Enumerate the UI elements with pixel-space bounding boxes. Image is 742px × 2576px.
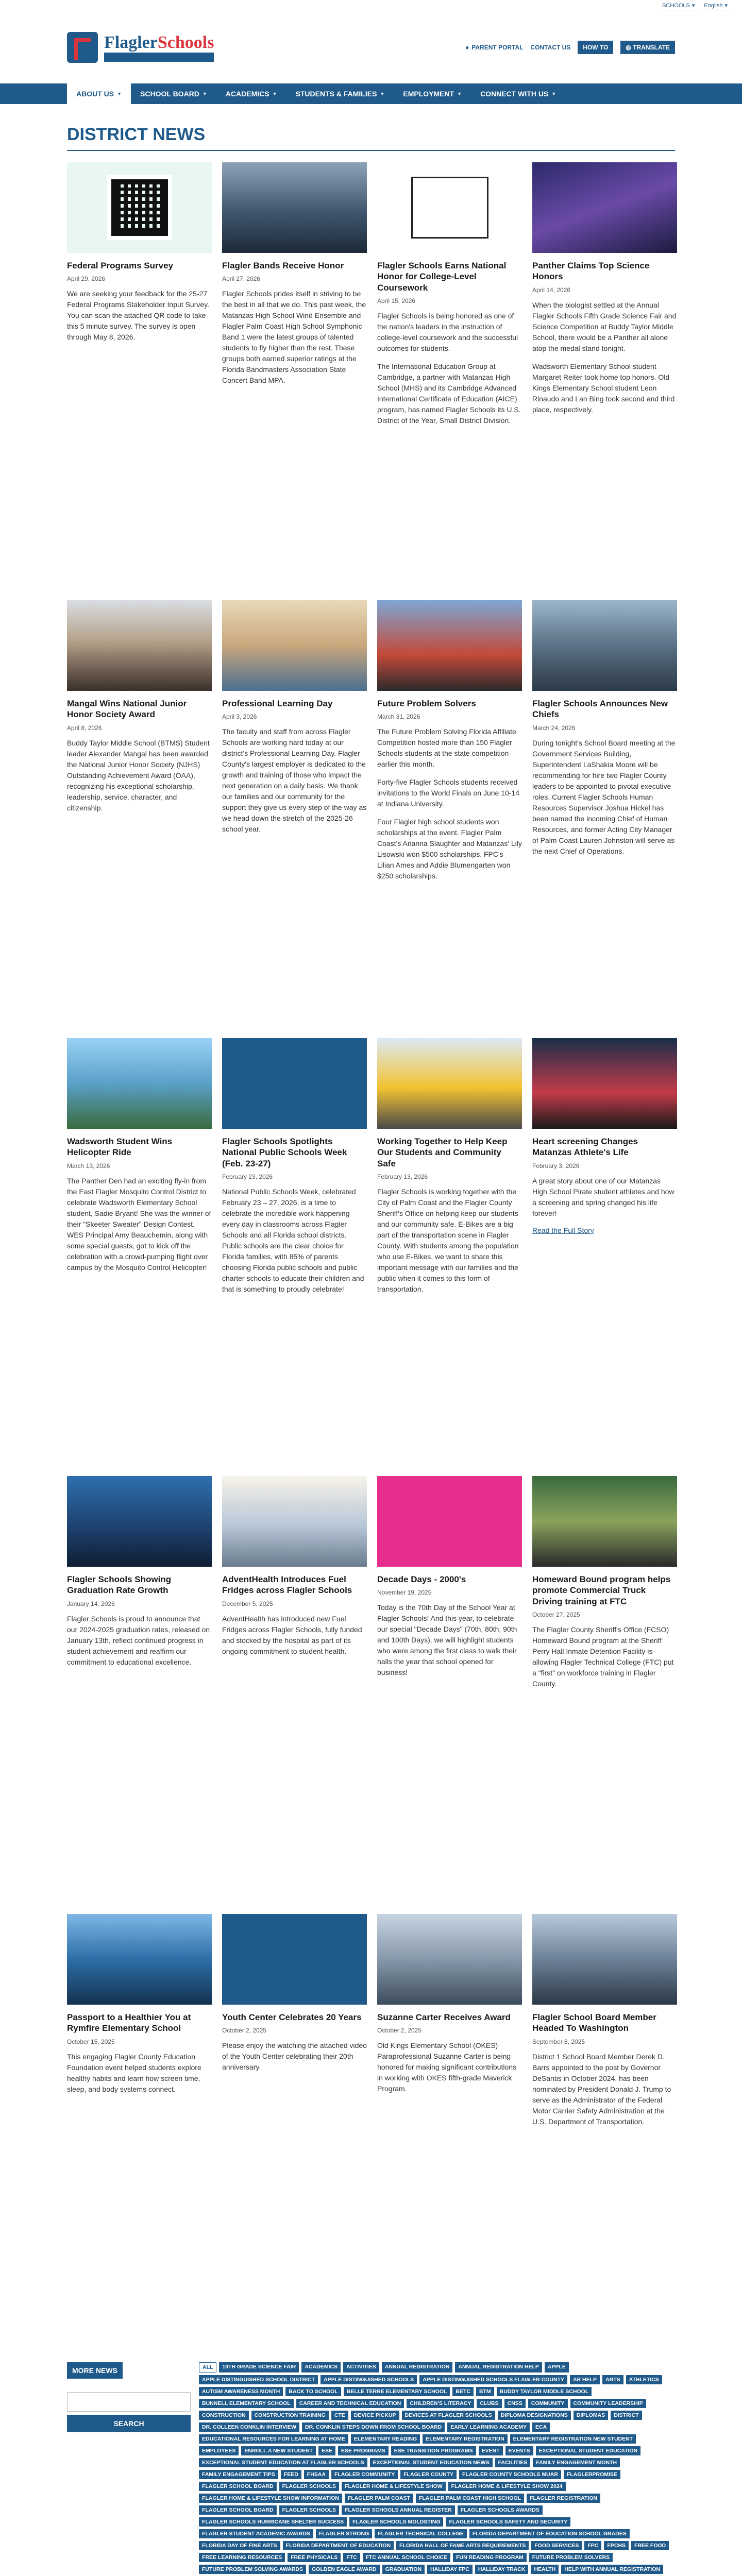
filter-tag[interactable]: ACTIVITIES xyxy=(343,2362,379,2372)
main-content xyxy=(0,104,742,2576)
more-news-heading: MORE NEWS xyxy=(67,2362,123,2379)
filter-tag[interactable]: FLAGLER COMMUNITY xyxy=(331,2470,398,2479)
nav-item-connect[interactable] xyxy=(471,83,565,104)
news-card-body xyxy=(222,289,367,386)
news-card-image[interactable] xyxy=(67,600,212,691)
filter-tag[interactable]: EXCEPTIONAL STUDENT EDUCATION NEWS xyxy=(370,2458,493,2467)
filter-tag[interactable]: EARLY LEARNING ACADEMY xyxy=(447,2422,530,2432)
news-card xyxy=(67,1914,212,2331)
filter-tag[interactable]: AUTISM AWARENESS MONTH xyxy=(199,2387,283,2396)
nav-label: EMPLOYMENT xyxy=(403,90,454,98)
filter-tag[interactable]: FUN READING PROGRAM xyxy=(453,2553,527,2562)
filter-tag[interactable]: 10TH GRADE SCIENCE FAIR xyxy=(219,2362,299,2372)
filter-tag[interactable]: ENROLL A NEW STUDENT xyxy=(241,2446,316,2455)
news-card-image[interactable] xyxy=(532,600,677,691)
news-card-image[interactable] xyxy=(377,1914,522,2005)
news-grid xyxy=(67,162,675,2331)
news-card-date: April 27, 2026 xyxy=(222,275,261,283)
news-card-paragraph: Flagler Schools is working together with the City of Palm Coast and the Flagler County Sheriff's Office on helping keep our students and our community safe. E-Bikes are a big part of the transportation scene in Flagler County. With students among the population who use E-Bikes, we want to share this important message with our families and the public when it comes to this form of transportation. xyxy=(377,1187,519,1293)
site-logo[interactable] xyxy=(67,32,214,63)
tag-cloud xyxy=(199,2362,675,2576)
filter-tag[interactable]: COMMUNITY xyxy=(528,2399,568,2408)
news-card-image[interactable] xyxy=(67,162,212,253)
news-card-paragraph: We are seeking your feedback for the 25-27 Federal Programs Stakeholder Input Survey. You can scan the attached QR code to take this 5 minute survey. The survey is open through May 8, 2026. xyxy=(67,290,209,342)
chevron-down-icon: ▼ xyxy=(202,91,207,96)
filter-tag[interactable]: FAMILY ENGAGEMENT MONTH xyxy=(533,2458,620,2467)
filter-tag[interactable]: ACADEMICS xyxy=(301,2362,341,2372)
news-card-body xyxy=(532,1624,677,1689)
news-card-title[interactable]: Flagler Schools Announces New Chiefs xyxy=(532,699,668,720)
filter-tag[interactable]: EXCEPTIONAL STUDENT EDUCATION xyxy=(536,2446,641,2455)
filter-tag[interactable]: DEVICE PICKUP xyxy=(351,2411,399,2420)
filter-tag[interactable]: FLAGLER TECHNICAL COLLEGE xyxy=(375,2529,467,2538)
parent-portal-label: PARENT PORTAL xyxy=(471,44,524,51)
filter-tag[interactable]: BACK TO SCHOOL xyxy=(285,2387,341,2396)
filter-tag[interactable]: FPCHS xyxy=(604,2541,629,2550)
filter-tag[interactable]: FLAGLER SCHOOLS xyxy=(279,2505,339,2515)
nav-item-employment[interactable] xyxy=(394,83,471,104)
news-card-paragraph: This engaging Flagler County Education Foundation event helped students explore healthy habits and learn how screen time, sleep, and body systems connect. xyxy=(67,2052,201,2093)
filter-tag[interactable]: COMMUNITY LEADERSHIP xyxy=(570,2399,646,2408)
filter-tag[interactable]: FUTURE PROBLEM SOLVING AWARDS xyxy=(199,2565,306,2574)
chevron-down-icon: ▼ xyxy=(117,91,122,96)
news-card-image[interactable] xyxy=(67,1914,212,2005)
filter-tag[interactable]: FLAGLER SCHOOLS HURRICANE SHELTER SUCCESS xyxy=(199,2517,347,2527)
filter-tag[interactable]: ELEMENTARY REGISTRATION NEW STUDENT xyxy=(510,2434,636,2444)
news-card-image[interactable] xyxy=(67,1038,212,1129)
filter-tag[interactable]: FLORIDA DEPARTMENT OF EDUCATION xyxy=(283,2541,394,2550)
news-card-paragraph: The Panther Den had an exciting fly-in from the East Flagler Mosquito Control District to celebrate Wadsworth Elementary School student, Sadie Bryant! She was the winner of their "Skeeter Sweater" Design Contest. WES Principal Amy Beauchemin, along with some special guests, got to kick off the celebration with a crowd-pumping flight over campus by the Mosquito Control Helicopter! xyxy=(67,1176,211,1272)
news-card-title[interactable]: Professional Learning Day xyxy=(222,699,333,708)
news-card-body xyxy=(67,2052,212,2095)
filter-tag[interactable]: ELEMENTARY READING xyxy=(351,2434,420,2444)
filter-tag[interactable]: HALLIDAY TRACK xyxy=(475,2565,529,2574)
news-card-body xyxy=(67,1176,212,1273)
news-card-date: March 13, 2026 xyxy=(67,1162,110,1170)
filter-tag[interactable]: FLAGLER SCHOOLS MOLDSTING xyxy=(349,2517,443,2527)
mhs-logo-icon xyxy=(411,177,488,239)
nav-item-about-us[interactable] xyxy=(67,83,131,104)
news-card-date: February 13, 2026 xyxy=(377,1173,428,1180)
filter-tag[interactable]: FLAGLER STUDENT ACADEMIC AWARDS xyxy=(199,2529,313,2538)
news-card-date: February 23, 2026 xyxy=(222,1173,273,1180)
filter-tag[interactable]: FREE LEARNING RESOURCES xyxy=(199,2553,285,2562)
chevron-down-icon: ▾ xyxy=(724,3,728,9)
filter-tag[interactable]: DR. COLLEEN CONKLIN INTERVIEW xyxy=(199,2422,299,2432)
news-card-title[interactable]: Flagler Bands Receive Honor xyxy=(222,261,344,270)
news-card-title[interactable]: Flagler School Board Member Headed To Washington xyxy=(532,2012,656,2033)
filter-tag[interactable]: EVENT xyxy=(479,2446,503,2455)
filter-tag[interactable]: CLUBS xyxy=(477,2399,501,2408)
news-card-body xyxy=(532,300,677,415)
filter-tag[interactable]: HELP WITH ANNUAL REGISTRATION xyxy=(561,2565,663,2574)
filter-tag[interactable]: FREE PHYSICALS xyxy=(288,2553,341,2562)
news-card-title[interactable]: Future Problem Solvers xyxy=(377,699,476,708)
qr-code-icon xyxy=(111,179,168,236)
news-card xyxy=(377,1914,522,2331)
nav-label: STUDENTS & FAMILIES xyxy=(295,90,377,98)
news-card-body xyxy=(377,311,522,426)
filter-tag[interactable]: FLAGLER SCHOOL BOARD xyxy=(199,2505,277,2515)
news-card-title[interactable]: Panther Claims Top Science Honors xyxy=(532,261,650,282)
news-card-title[interactable]: Flagler Schools Showing Graduation Rate Growth xyxy=(67,1574,172,1596)
logo-mark-icon xyxy=(67,32,98,63)
filter-tag[interactable]: ANNUAL REGISTRATION HELP xyxy=(455,2362,542,2372)
news-card-paragraph: Today is the 70th Day of the School Year at Flagler Schools! And this year, to celebrate our special "Decade Days" (70th, 80th, 90th and 100th Days), we will highlight students who were among the first class to walk their halls the year that school opened for business! xyxy=(377,1603,517,1677)
news-card-body xyxy=(67,289,212,343)
filter-tag[interactable]: APPLE DISTINGUISHED SCHOOLS xyxy=(321,2375,417,2384)
news-card-body xyxy=(222,1614,367,1657)
news-card-title[interactable]: Passport to a Healthier You at Rymfire Elementary School xyxy=(67,2012,191,2033)
news-card-title[interactable]: Heart screening Changes Matanzas Athlete's Life xyxy=(532,1137,638,1158)
filter-tag[interactable]: FLAGLER PALM COAST HIGH SCHOOL xyxy=(416,2494,524,2503)
filter-tag[interactable]: FPC xyxy=(584,2541,601,2550)
header-actions xyxy=(465,41,675,54)
globe-icon: ◍ xyxy=(626,44,633,51)
filter-tag[interactable]: ESE xyxy=(318,2446,335,2455)
news-card xyxy=(532,600,677,1018)
news-card-paragraph: National Public Schools Week, celebrated February 23 – 27, 2026, is a time to celebrate the incredible work happening every day in classrooms across Flagler Schools and all Florida school districts. Public schools are the clear choice for Florida families, with 85% of parents choosing Florida public schools and public charter schools to educate their children and that is something to proudly celebrate! xyxy=(222,1187,364,1293)
news-card-image[interactable] xyxy=(532,1914,677,2005)
nav-label: CONNECT WITH US xyxy=(480,90,549,98)
news-card-date: January 14, 2026 xyxy=(67,1600,115,1607)
chevron-down-icon: ▼ xyxy=(380,91,385,96)
logo-tagline: Engage Educate Empower xyxy=(104,53,214,62)
parent-portal-link[interactable] xyxy=(465,44,523,51)
news-card-paragraph: Four Flagler high school students won scholarships at the event. Flagler Palm Coast's Arianna Slaughter and Matanzas' Lily Lisowski won $500 scholarships. FPC's Lilian Ames and Addie Blumengarten won $250 scholarships. xyxy=(377,818,522,880)
filter-tag[interactable]: CTE xyxy=(331,2411,348,2420)
news-card-date: April 14, 2026 xyxy=(532,286,571,294)
filter-tag[interactable]: FLAGLER SCHOOLS xyxy=(279,2482,339,2491)
filter-tag[interactable]: CNSS xyxy=(504,2399,526,2408)
news-card xyxy=(222,1038,367,1455)
filter-tag[interactable]: FTC ANNUAL SCHOOL CHOICE xyxy=(363,2553,450,2562)
filter-tag[interactable]: CONSTRUCTION TRAINING xyxy=(251,2411,329,2420)
news-card xyxy=(67,1476,212,1893)
filter-tag[interactable]: FLAGLER COUNTY SCHOOLS MUAR xyxy=(459,2470,561,2479)
filter-tag[interactable]: FLORIDA HALL OF FAME ARTS REQUIREMENTS xyxy=(396,2541,529,2550)
news-card xyxy=(532,1914,677,2331)
news-card-body xyxy=(377,726,522,882)
contact-link[interactable]: CONTACT US xyxy=(530,44,571,51)
filter-tag[interactable]: FUTURE PROBLEM SOLVERS xyxy=(529,2553,613,2562)
filter-tag[interactable]: ATHLETICS xyxy=(626,2375,662,2384)
filter-tag[interactable]: DIPLOMAS xyxy=(574,2411,608,2420)
filter-tag[interactable]: ESE PROGRAMS xyxy=(338,2446,389,2455)
filter-tag[interactable]: ESE TRANSITION PROGRAMS xyxy=(391,2446,476,2455)
translate-button[interactable] xyxy=(620,41,675,54)
news-card-paragraph: Old Kings Elementary School (OKES) Paraprofessional Suzanne Carter is being honored for making significant contributions in working with OKES fifth-grade Maverick Program. xyxy=(377,2041,517,2093)
filter-tag[interactable]: DISTRICT xyxy=(611,2411,642,2420)
news-card-title[interactable]: Homeward Bound program helps promote Commercial Truck Driving training at FTC xyxy=(532,1574,671,1606)
chevron-down-icon: ▼ xyxy=(457,91,462,96)
filter-tag[interactable]: APPLE xyxy=(545,2362,569,2372)
news-card-image[interactable] xyxy=(377,600,522,691)
filter-tag[interactable]: EMPLOYEES xyxy=(199,2446,239,2455)
filter-tag[interactable]: HALLIDAY FPC xyxy=(427,2565,473,2574)
news-card-body xyxy=(532,1176,677,1219)
filter-tag[interactable]: FACILITIES xyxy=(495,2458,531,2467)
nav-item-school-board[interactable] xyxy=(131,83,216,104)
news-card-image[interactable] xyxy=(222,1038,367,1129)
chevron-down-icon: ▼ xyxy=(551,91,556,96)
news-card-paragraph: Please enjoy the watching the attached video of the Youth Center celebrating their 20th anniversary. xyxy=(222,2041,367,2072)
news-card-paragraph: District 1 School Board Member Derek D. Barrs appointed to the post by Governor DeSantis in October 2024, has been nominated by President Donald J. Trump to serve as the Administrator of the Federal Motor Carrier Safety Administration at the U.S. Department of Transportation. xyxy=(532,2052,671,2126)
filter-tag[interactable]: FLAGLER SCHOOLS ANNUAL REGISTER xyxy=(342,2505,455,2515)
news-card-title[interactable]: Wadsworth Student Wins Helicopter Ride xyxy=(67,1137,173,1158)
news-card-paragraph: The Flagler County Sheriff's Office (FCSO) Homeward Bound program at the Sheriff Perry Hall Inmate Detention Facility is allowing Flagler Technical College (FTC) put a "first" on workforce training in Flagler County. xyxy=(532,1625,674,1688)
filter-tag[interactable]: CAREER AND TECHNICAL EDUCATION xyxy=(296,2399,404,2408)
news-card-body xyxy=(377,1187,522,1295)
page-title: DISTRICT NEWS xyxy=(67,125,675,151)
news-card-date: October 2, 2025 xyxy=(222,2027,267,2035)
news-card-paragraph: The International Education Group at Cambridge, a partner with Matanzas High School (MHS) and its Cambridge Advanced International Certificate of Education (AICE) program, has named Flagler Schools its U.S. District of the Year, Small District Division. xyxy=(377,362,521,425)
news-card-date: December 5, 2025 xyxy=(222,1600,273,1607)
filter-tag[interactable]: ARTS xyxy=(602,2375,623,2384)
schools-dropdown[interactable] xyxy=(660,1,697,10)
news-card-paragraph: Flagler Schools prides itself in striving to be the best in all that we do. This past week, the Matanzas High School Wind Ensemble and Flagler Palm Coast High School Symphonic Band 1 were the latest groups of talented students to fly higher than the rest. These groups both earned superior ratings at the Florida Bandmasters Association State Concert Band MPA. xyxy=(222,290,366,385)
news-card-title[interactable]: Flagler Schools Spotlights National Public Schools Week (Feb. 23-27) xyxy=(222,1137,347,1168)
how-to-button[interactable]: HOW TO xyxy=(578,41,613,54)
news-card-body xyxy=(222,726,367,835)
filter-tag[interactable]: ANNUAL REGISTRATION xyxy=(382,2362,453,2372)
news-card xyxy=(377,1476,522,1893)
filter-tag[interactable]: CONSTRUCTION xyxy=(199,2411,249,2420)
filter-tag[interactable]: BUNNELL ELEMENTARY SCHOOL xyxy=(199,2399,294,2408)
filter-tag[interactable]: EXCEPTIONAL STUDENT EDUCATION AT FLAGLER SCHOOLS xyxy=(199,2458,367,2467)
filter-tag[interactable]: FHSAA xyxy=(304,2470,329,2479)
news-card-paragraph: AdventHealth has introduced new Fuel Fridges across Flagler Schools, fully funded and stocked by the hospital as part of its ongoing commitment to student health. xyxy=(222,1614,362,1655)
news-card xyxy=(532,1476,677,1893)
filter-tag[interactable]: HEALTH xyxy=(531,2565,559,2574)
filter-tag[interactable]: DIPLOMA DESIGNATIONS xyxy=(498,2411,571,2420)
news-card-paragraph: Flagler Schools is being honored as one of the nation's leaders in the instruction of college-level coursework and the successful outcomes for students. xyxy=(377,311,518,352)
chevron-down-icon: ▾ xyxy=(692,3,695,9)
chevron-down-icon: ▼ xyxy=(272,91,277,96)
nav-label: ABOUT US xyxy=(76,90,114,98)
filter-tag[interactable]: APPLE DISTINGUISHED SCHOOL DISTRICT xyxy=(199,2375,318,2384)
news-card-title[interactable]: Flagler Schools Earns National Honor for College-Level Coursework xyxy=(377,261,507,293)
news-card xyxy=(532,162,677,580)
news-card xyxy=(377,162,522,580)
read-more-link[interactable]: Read the Full Story xyxy=(532,1226,594,1234)
language-dropdown[interactable] xyxy=(702,1,730,10)
main-nav xyxy=(0,83,742,104)
news-card-body xyxy=(67,1614,212,1668)
news-card-image[interactable] xyxy=(67,1476,212,1567)
news-card-title[interactable]: Working Together to Help Keep Our Students and Community Safe xyxy=(377,1137,508,1168)
logo-name xyxy=(104,33,214,53)
news-card-title[interactable]: Decade Days - 2000's xyxy=(377,1574,466,1584)
news-card-date: September 8, 2025 xyxy=(532,2038,585,2045)
filter-tag[interactable]: FLAGLER SCHOOLS AWARDS xyxy=(458,2505,543,2515)
filter-tag[interactable]: EDUCATIONAL RESOURCES FOR LEARNING AT HOME xyxy=(199,2434,348,2444)
news-card-body xyxy=(222,1187,367,1295)
news-card xyxy=(67,1038,212,1455)
news-card-body xyxy=(532,2052,677,2127)
news-card-image[interactable] xyxy=(377,1476,522,1567)
filter-tag[interactable]: FLAGLER SCHOOL BOARD xyxy=(199,2482,277,2491)
news-card-body xyxy=(532,738,677,857)
filter-tag[interactable]: FLAGLER COUNTY xyxy=(400,2470,457,2479)
filter-tag[interactable]: FLAGLER HOME & LIFESTYLE SHOW xyxy=(342,2482,446,2491)
news-card-date: October 2, 2025 xyxy=(377,2027,422,2035)
news-card xyxy=(377,1038,522,1455)
news-card xyxy=(222,1476,367,1893)
filter-tag[interactable]: ECA xyxy=(532,2422,550,2432)
news-card xyxy=(67,162,212,580)
news-card-title[interactable]: Federal Programs Survey xyxy=(67,261,173,270)
filter-tag[interactable]: DR. CONKLIN STEPS DOWN FROM SCHOOL BOARD xyxy=(302,2422,445,2432)
news-card-paragraph: Forty-five Flagler Schools students received invitations to the World Finals on June 10-14 at Indiana University. xyxy=(377,778,520,808)
translate-label: TRANSLATE xyxy=(633,44,670,51)
news-card xyxy=(67,600,212,1018)
news-card-image[interactable] xyxy=(532,1038,677,1129)
news-card-body xyxy=(377,1602,522,1678)
news-card-paragraph: Flagler Schools is proud to announce that our 2024-2025 graduation rates, released on January 13th, reflect continued progress in student achievement and reaffirm our commitment to educational excellence. xyxy=(67,1614,210,1666)
news-card xyxy=(222,600,367,1018)
news-card-paragraph: The Future Problem Solving Florida Affiliate Competition hosted more than 150 Flagler Schools students at the state competition earlier this month. xyxy=(377,727,516,769)
news-card-image[interactable] xyxy=(222,162,367,253)
news-card-date: October 15, 2025 xyxy=(67,2038,115,2045)
filter-tag[interactable]: FLAGLER HOME & LIFESTYLE SHOW 2024 xyxy=(448,2482,566,2491)
filter-tag[interactable]: FLORIDA DAY OF FINE ARTS xyxy=(199,2541,280,2550)
logo-brand: Flagler xyxy=(104,33,158,52)
news-card-image[interactable] xyxy=(532,162,677,253)
news-card-paragraph: When the biologist settled at the Annual Flagler Schools Fifth Grade Science Fair and Science Competition at Buddy Taylor Middle School, there would be a Panther all alone atop the medal stand tonight. xyxy=(532,300,677,352)
news-card xyxy=(222,1914,367,2331)
filter-tag[interactable]: ELEMENTARY REGISTRATION xyxy=(423,2434,507,2444)
search-input[interactable] xyxy=(67,2392,191,2412)
news-card-date: March 24, 2026 xyxy=(532,724,576,732)
news-card xyxy=(532,1038,677,1455)
nav-item-academics[interactable] xyxy=(216,83,286,104)
filter-tag[interactable]: FLAGLER SCHOOLS SAFETY AND SECURITY xyxy=(446,2517,570,2527)
news-filters xyxy=(67,2362,675,2576)
filter-tag[interactable]: AR HELP xyxy=(570,2375,600,2384)
language-label: English xyxy=(704,2,723,9)
news-card-date: April 8, 2026 xyxy=(67,724,102,732)
news-card-image[interactable] xyxy=(377,1038,522,1129)
nav-label: SCHOOL BOARD xyxy=(140,90,199,98)
filter-tag[interactable]: FLAGLERPROMISE xyxy=(564,2470,620,2479)
news-card-date: April 3, 2026 xyxy=(222,713,257,721)
news-card-image[interactable] xyxy=(222,1476,367,1567)
news-card-image[interactable] xyxy=(222,1914,367,2005)
news-card-paragraph: The faculty and staff from across Flagler Schools are working hard today at our district's Professional Learning Day. Flagler County's largest employer is dedicated to the growth and training of those who impact the next generation on a daily basis. We thank our families and our community for the support they give us every step of the way as we head down the stretch of the 2025-26 school year. xyxy=(222,727,367,834)
filter-tag[interactable]: FLAGLER HOME & LIFESTYLE SHOW INFORMATION xyxy=(199,2494,342,2503)
filter-tag[interactable]: BELLE TERRE ELEMENTARY SCHOOL xyxy=(344,2387,450,2396)
news-card-body xyxy=(222,2040,367,2073)
filter-tag[interactable]: EVENTS xyxy=(505,2446,533,2455)
news-card-date: April 29, 2026 xyxy=(67,275,106,283)
filter-tag[interactable]: FLAGLER REGISTRATION xyxy=(527,2494,600,2503)
filter-tag[interactable]: FREE FOOD xyxy=(631,2541,669,2550)
filter-tag[interactable]: FEED xyxy=(281,2470,301,2479)
news-card-body xyxy=(377,2040,522,2094)
filter-tag[interactable]: FLORIDA DEPARTMENT OF EDUCATION SCHOOL GRADES xyxy=(469,2529,630,2538)
news-card-image[interactable] xyxy=(532,1476,677,1567)
filter-tag[interactable]: BETC xyxy=(452,2387,474,2396)
search-button[interactable]: SEARCH xyxy=(67,2415,191,2432)
filter-tag[interactable]: BUDDY TAYLOR MIDDLE SCHOOL xyxy=(497,2387,592,2396)
filter-tag[interactable]: GOLDEN EAGLE AWARD xyxy=(309,2565,380,2574)
news-card-date: November 19, 2025 xyxy=(377,1589,432,1597)
filter-tag[interactable]: ALL xyxy=(199,2362,216,2372)
utility-bar xyxy=(0,0,742,11)
news-card-title[interactable]: Youth Center Celebrates 20 Years xyxy=(222,2012,362,2022)
news-card-date: February 3, 2026 xyxy=(532,1162,580,1170)
news-card xyxy=(222,162,367,580)
news-card-paragraph: A great story about one of our Matanzas High School Pirate student athletes and how a screening and spring changed his life forever! xyxy=(532,1176,674,1217)
news-card-date: April 15, 2026 xyxy=(377,297,416,304)
news-card-image[interactable] xyxy=(377,162,522,253)
nav-label: ACADEMICS xyxy=(225,90,269,98)
filter-tag[interactable]: FTC xyxy=(343,2553,360,2562)
filter-tag[interactable]: CHILDREN'S LITERACY xyxy=(407,2399,474,2408)
news-card-date: March 31, 2026 xyxy=(377,713,420,721)
filter-tag[interactable]: GRADUATION xyxy=(382,2565,425,2574)
news-card-paragraph: Buddy Taylor Middle School (BTMS) Student leader Alexander Mangal has been awarded the National Junior Honor Society (NJHS) Outstanding Achievement Award (OAA), recognizing his exceptional scholarship, leadership, service, character, and citizenship. xyxy=(67,738,210,812)
news-card-image[interactable] xyxy=(222,600,367,691)
news-card-paragraph: During tonight's School Board meeting at the Government Services Building, Superintendent LaShakia Moore will be recommending for hire two Flagler County leaders to be appointed to pivotal executive roles. Current Flagler Schools Human Resources Supervisor Joshua Hickel has been named the incoming Chief of Human Resources, and former Acting City Manager of Palm Coast Lauren Johnston will serve as the next Chief of Operations. xyxy=(532,738,676,855)
filter-tag[interactable]: FLAGLER PALM COAST xyxy=(345,2494,413,2503)
logo-brand-accent: Schools xyxy=(157,33,214,52)
news-card-title[interactable]: Mangal Wins National Junior Honor Society Award xyxy=(67,699,187,720)
filter-tag[interactable]: FOOD SERVICES xyxy=(531,2541,582,2550)
news-card-title[interactable]: Suzanne Carter Receives Award xyxy=(377,2012,511,2022)
news-card xyxy=(377,600,522,1018)
schools-label: SCHOOLS xyxy=(662,2,690,9)
news-card-title[interactable]: AdventHealth Introduces Fuel Fridges across Flagler Schools xyxy=(222,1574,352,1596)
filter-tag[interactable]: APPLE DISTINGUISHED SCHOOLS FLAGLER COUNTY xyxy=(419,2375,567,2384)
news-card-paragraph: Wadsworth Elementary School student Margaret Reiter took home top honors. Old Kings Elementary School student Leon Rinaudo and Lan Bing took second and third place, respectively. xyxy=(532,362,675,414)
filter-tag[interactable]: BTM xyxy=(476,2387,494,2396)
user-icon: ● xyxy=(465,44,469,51)
news-card-body xyxy=(67,738,212,814)
filter-tag[interactable]: FAMILY ENGAGEMENT TIPS xyxy=(199,2470,278,2479)
nav-item-students-families[interactable] xyxy=(286,83,394,104)
news-card-date: October 27, 2025 xyxy=(532,1611,580,1618)
filter-tag[interactable]: DEVICES AT FLAGLER SCHOOLS xyxy=(402,2411,495,2420)
filter-tag[interactable]: FLAGLER STRONG xyxy=(316,2529,372,2538)
site-header xyxy=(0,11,742,83)
